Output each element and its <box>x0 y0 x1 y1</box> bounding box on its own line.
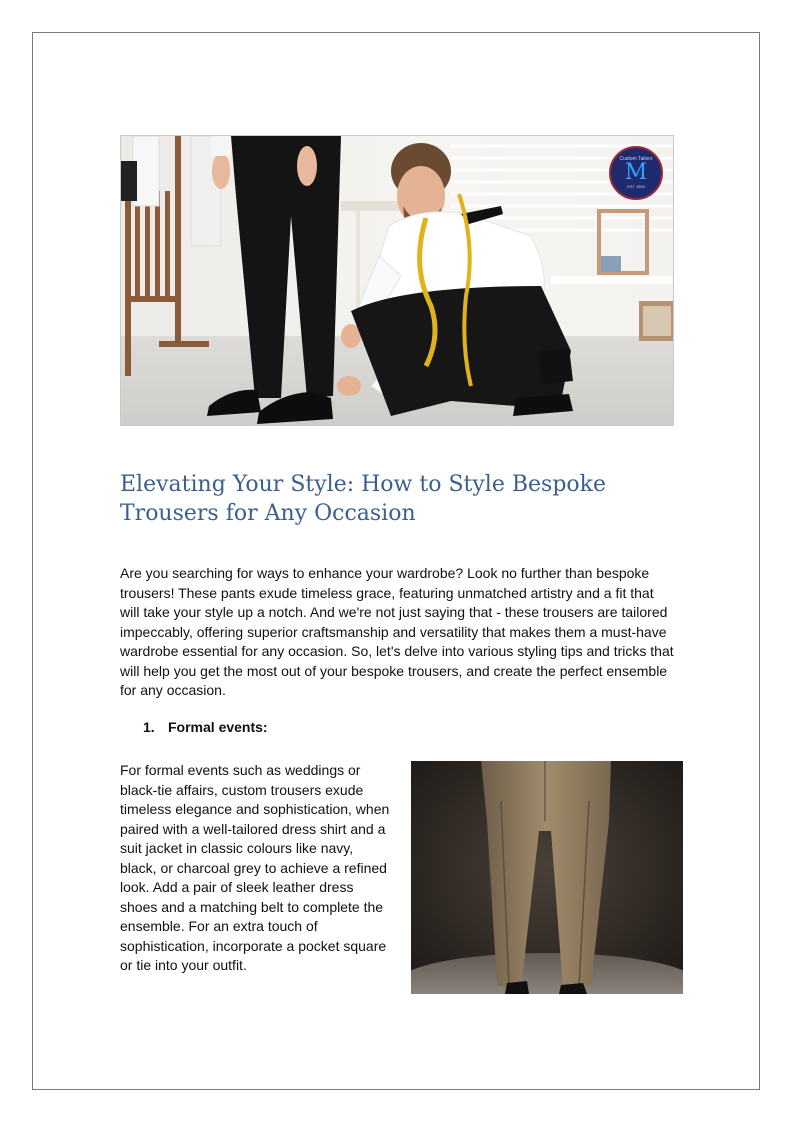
logo-top-text: Custom Tailors <box>619 156 653 162</box>
brand-logo <box>609 146 663 200</box>
formal-events-paragraph: For formal events such as weddings or black-tie affairs, custom trousers exude timeless elegance and sophistication, when paired with a well-tailored dress shirt and a suit jacket in classic colours like navy, black, or charcoal grey to achieve a refined look. Add a pair of sleek leather dress shoes and a matching belt to complete the ensemble. For an extra touch of sophistication, incorporate a pocket square or tie into your outfit. <box>120 762 390 973</box>
section-heading-text: Formal events: <box>168 719 268 735</box>
article-title: Elevating Your Style: How to Style Bespoke Trousers for Any Occasion <box>120 472 606 526</box>
hero-photo-tailor-measuring <box>120 135 674 426</box>
logo-bottom-text: EST 1983 <box>627 184 645 189</box>
trousers-photo <box>411 761 683 994</box>
logo-letter: M <box>624 160 648 185</box>
intro-paragraph: Are you searching for ways to enhance your wardrobe? Look no further than bespoke trousers! These pants exude timeless grace, featuring unmatched artistry and a fit that will take your style up a notch. And we're not just saying that - these trousers are tailored impeccably, offering superior craftsmanship and versatility that makes them a must-have wardrobe essential for any occasion. So, let's delve into various styling tips and tricks that will help you get the most out of your bespoke trousers, and create the perfect ensemble for any occasion. <box>120 565 674 698</box>
section-number: 1. <box>143 719 155 735</box>
section-heading-formal-events <box>143 719 268 735</box>
